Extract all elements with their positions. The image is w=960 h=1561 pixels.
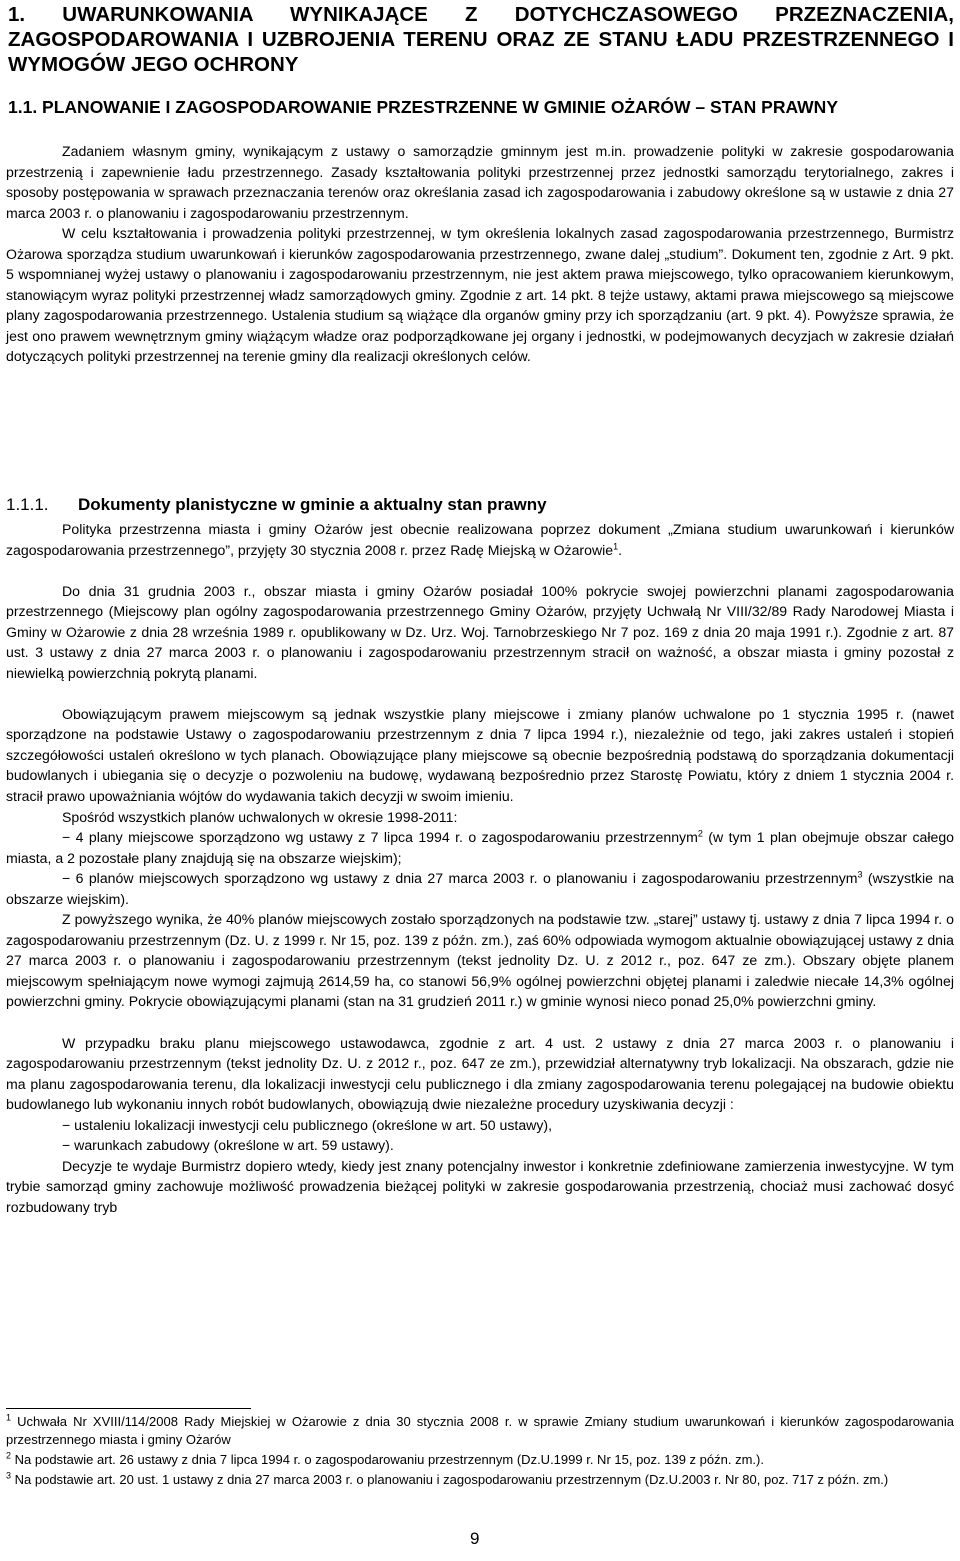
footnote-text: Na podstawie art. 20 ust. 1 ustawy z dnia 27 marca 2003 r. o planowaniu i zagospodarowaniu przestrzennym (Dz.U.2003 r. Nr 80, poz. 717 z późn. zm.) bbox=[11, 1472, 889, 1487]
footnote-ref[interactable]: 1 bbox=[613, 540, 619, 551]
list-item-text: (wszystkie na obszarze wiejskim). bbox=[6, 870, 954, 907]
paragraph-text: Polityka przestrzenna miasta i gminy Ożarów jest obecnie realizowana poprzez dokument „Zmiana studium uwarunkowań i kierunków zagospodarowania przestrzennego”, przyjęty 30 stycznia 2008 r. przez Radę Miejską w Ożarowie bbox=[6, 521, 954, 558]
paragraph-text: . bbox=[618, 541, 623, 558]
footnote-number: 2 bbox=[6, 1450, 12, 1461]
subsection-heading bbox=[6, 494, 954, 516]
footnote bbox=[6, 1471, 954, 1489]
paragraph: W przypadku braku planu miejscowego ustawodawca, zgodnie z art. 4 ust. 2 ustawy z dnia 27 marca 2003 r. o planowaniu i zagospodarowaniu przestrzennym (tekst jednolity Dz. U. z 2012 r., poz. 647 ze zm.), przewidział alternatywny tryb lokalizacji. Na obszarach, gdzie nie ma planu zagospodarowania terenu, dla lokalizacji inwestycji celu publicznego i dla zmiany zagospodarowania terenu polegającej na budowie obiektu budowlanego lub wykonaniu innych robót budowlanych, obowiązują dwie niezależne procedury uzyskiwania decyzji : bbox=[6, 1034, 954, 1113]
footnote-number: 1 bbox=[6, 1412, 12, 1423]
paragraph: Zadaniem własnym gminy, wynikającym z ustawy o samorządzie gminnym jest m.in. prowadzenie polityki w zakresie gospodarowania przestrzenią i zapewnienie ładu przestrzennego. Zasady kształtowania polityki przestrzennej przez jednostki samorządu terytorialnego, zakres i sposoby postępowania w sprawach przeznaczania terenów oraz określania zasad ich zagospodarowania i zabudowy określone są w ustawie z dnia 27 marca 2003 r. o planowaniu i zagospodarowaniu przestrzennym. bbox=[6, 143, 954, 221]
list-item bbox=[6, 827, 954, 868]
paragraph: Decyzje te wydaje Burmistrz dopiero wtedy, kiedy jest znany potencjalny inwestor i konkretnie zdefiniowane zamierzenia inwestycyjne. W tym trybie samorząd gminy zachowuje możliwość prowadzenia bieżącej polityki w zakresie gospodarowania przestrzenią, chociaż musi zachować dosyć rozbudowany tryb bbox=[6, 1157, 954, 1215]
paragraph: Obowiązującym prawem miejscowym są jednak wszystkie plany miejscowe i zmiany planów uchwalone po 1 stycznia 1995 r. (nawet sporządzone na podstawie Ustawy o zagospodarowaniu przestrzennym z dnia 7 lipca 1994 r.), niezależnie od tego, jaki zakres ustaleń i stopień szczegółowości ustaleń określono w tych planach. Obowiązujące plany miejscowe są obecnie bezpośrednią podstawą do sporządzania dokumentacji budowlanych i ubiegania się o decyzje o pozwoleniu na budowę, wydawaną bezpośrednio przez Starostę Powiatu, który z dniem 1 stycznia 2004 r. stracił prawo upoważniania wójtów do wydawania takich decyzji w swoim imieniu. bbox=[6, 705, 954, 805]
footnote-text: Na podstawie art. 26 ustawy z dnia 7 lipca 1994 r. o zagospodarowaniu przestrzennym (Dz.U.1999 r. Nr 15, poz. 139 z późn. zm.). bbox=[11, 1452, 764, 1467]
section-heading: 1.1. PLANOWANIE I ZAGOSPODAROWANIE PRZESTRZENNE W GMINIE OŻARÓW – STAN PRAWNY bbox=[8, 97, 838, 117]
section-1-body bbox=[6, 141, 954, 367]
footnote-ref[interactable]: 2 bbox=[697, 828, 703, 839]
footnote-ref[interactable]: 3 bbox=[857, 869, 863, 880]
paragraph: Do dnia 31 grudnia 2003 r., obszar miasta i gminy Ożarów posiadał 100% pokrycie swojej powierzchni planami zagospodarowania przestrzennego (Miejscowy plan ogólny zagospodarowania przestrzennego Gminy Ożarów, przyjęty Uchwałą Nr VIII/32/89 Rady Narodowej Miasta i Gminy w Ożarowie z dnia 28 września 1989 r. opublikowany w Dz. Urz. Woj. Tarnobrzeskiego Nr 7 poz. 169 z dnia 20 maja 1991 r.). Zgodnie z art. 87 ust. 3 ustawy z dnia 27 marca 2003 r. o planowaniu i zagospodarowaniu przestrzennym stracił on ważność, a obszar miasta i gminy pozostał z niewielką powierzchnią pokrytą planami. bbox=[6, 582, 954, 681]
chapter-heading: 1. UWARUNKOWANIA WYNIKAJĄCE Z DOTYCHCZASOWEGO PRZEZNACZENIA, ZAGOSPODAROWANIA I UZBROJENIA TERENU ORAZ ZE STANU ŁADU PRZESTRZENNEGO I WYMOGÓW JEGO OCHRONY bbox=[8, 3, 954, 76]
list-item: − ustaleniu lokalizacji inwestycji celu publicznego (określone w art. 50 ustawy), bbox=[62, 1116, 552, 1133]
paragraph bbox=[6, 519, 954, 560]
paragraph: W celu kształtowania i prowadzenia polityki przestrzennej, w tym określenia lokalnych zasad zagospodarowania przestrzennego, Burmistrz Ożarowa sporządza studium uwarunkowań i kierunków zagospodarowania przestrzennego, zwane dalej „studium”. Dokument ten, zgodnie z Art. 9 pkt. 5 wspomnianej wyżej ustawy o planowaniu i zagospodarowaniu przestrzennym, nie jest aktem prawa miejscowego, tylko opracowaniem kierunkowym, stanowiącym wyraz polityki przestrzennej władz samorządowych gminy. Zgodnie z art. 14 pkt. 8 tejże ustawy, aktami prawa miejscowego są miejscowe plany zagospodarowania przestrzennego. Ustalenia studium są wiążące dla organów gminy przy ich sporządzaniu (art. 9 pkt. 4). Powyższe sprawia, że jest ono prawem wewnętrznym gminy wiążącym władze oraz podporządkowane jej organy i jednostki, w podejmowanych decyzjach w zakresie działań dotyczących polityki przestrzennej na terenie gminy dla realizacji określonych celów. bbox=[6, 225, 954, 365]
footnote bbox=[6, 1451, 954, 1469]
footnotes bbox=[6, 1413, 954, 1491]
footnote-separator bbox=[6, 1408, 251, 1409]
page-number: 9 bbox=[470, 1529, 480, 1548]
paragraph: Spośród wszystkich planów uchwalonych w okresie 1998-2011: bbox=[62, 808, 458, 825]
list-item bbox=[6, 868, 954, 909]
subsection-title: Dokumenty planistyczne w gminie a aktualny stan prawny bbox=[78, 495, 547, 514]
footnote bbox=[6, 1413, 954, 1449]
list-item-text: (w tym 1 plan obejmuje obszar całego miasta, a 2 pozostałe plany znajdują się na obszarze wiejskim); bbox=[6, 829, 955, 866]
footnote-number: 3 bbox=[6, 1470, 12, 1481]
section-2-body bbox=[6, 519, 954, 1217]
subsection-number: 1.1.1. bbox=[6, 495, 49, 514]
list-item-text: − 6 planów miejscowych sporządzono wg ustawy z dnia 27 marca 2003 r. o planowaniu i zagospodarowaniu przestrzennym bbox=[62, 870, 858, 887]
paragraph: Z powyższego wynika, że 40% planów miejscowych zostało sporządzonych na podstawie tzw. „starej” ustawy tj. ustawy z dnia 7 lipca 1994 r. o zagospodarowaniu przestrzennym (Dz. U. z 1999 r. Nr 15, poz. 139 z późn. zm.), zaś 60% odpowiada wymogom aktualnie obowiązującej ustawy z dnia 27 marca 2003 r. o planowaniu i zagospodarowaniu przestrzennym (tekst jednolity Dz. U. z 2012 r., poz. 647 ze zm.). Obszary objęte planem miejscowym spełniającym nowe wymogi zajmują 2614,59 ha, co stanowi 56,9% ogólnej powierzchni objętej planami i zaledwie niecałe 14,3% ogólnej powierzchni gminy. Pokrycie obowiązującymi planami (stan na 31 grudzień 2011 r.) w gminie wynosi nieco ponad 25,0% powierzchni gminy. bbox=[6, 911, 954, 1010]
footnote-text: Uchwała Nr XVIII/114/2008 Rady Miejskiej w Ożarowie z dnia 30 stycznia 2008 r. w sprawie Zmiany studium uwarunkowań i kierunków zagospodarowania przestrzennego miasta i gminy Ożarów bbox=[6, 1414, 954, 1447]
list-item: − warunkach zabudowy (określone w art. 59 ustawy). bbox=[62, 1137, 394, 1154]
list-item-text: − 4 plany miejscowe sporządzono wg ustawy z 7 lipca 1994 r. o zagospodarowaniu przestrzennym bbox=[62, 829, 698, 846]
